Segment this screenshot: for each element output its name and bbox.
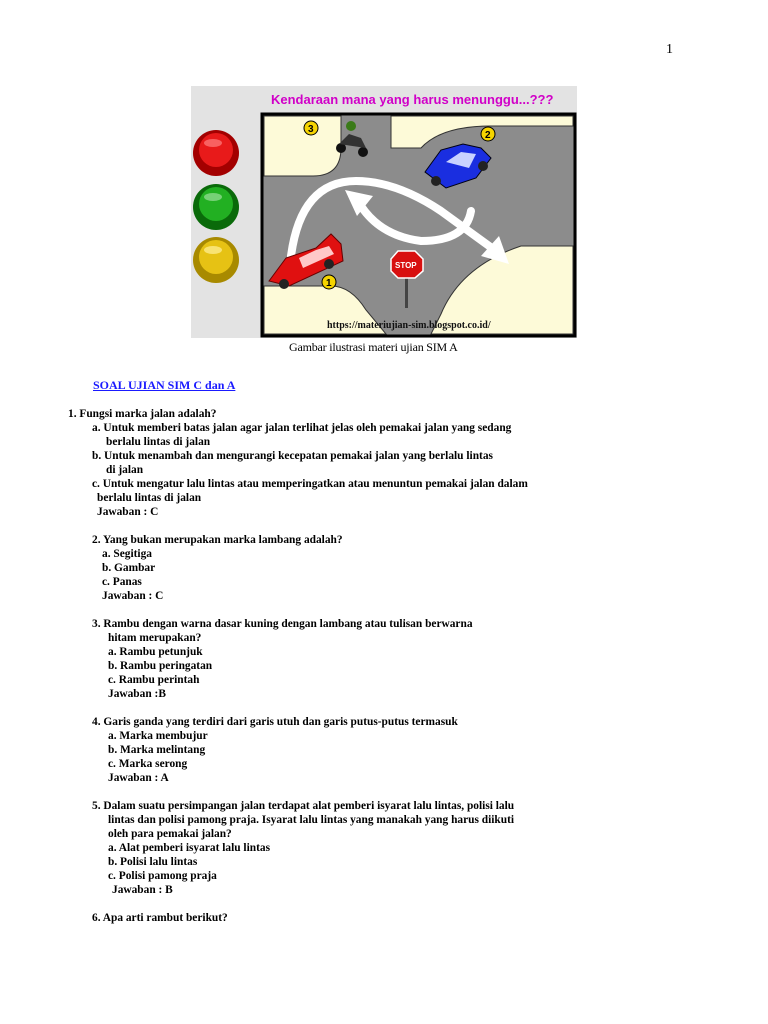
option-line: b. Rambu peringatan [108, 660, 213, 672]
question-3: 3. Rambu dengan warna dasar kuning dengan lambang atau tulisan berwarna [92, 618, 473, 630]
option-line: c. Panas [102, 576, 142, 588]
marker-2: 2 [485, 130, 491, 141]
option-line: b. Polisi lalu lintas [108, 856, 198, 868]
intersection-illustration [191, 86, 577, 338]
answer-line: Jawaban :B [108, 688, 166, 700]
option-line: di jalan [106, 464, 144, 476]
option-line: a. Marka membujur [108, 730, 208, 742]
illustration-figure [191, 86, 577, 338]
option-line: c. Polisi pamong praja [108, 870, 217, 882]
figure-title: Kendaraan mana yang harus menunggu...??? [271, 92, 554, 107]
question-4: 4. Garis ganda yang terdiri dari garis utuh dan garis putus-putus termasuk [92, 716, 458, 728]
answer-line: Jawaban : B [112, 884, 173, 896]
option-line: b. Marka melintang [108, 744, 206, 756]
option-line: b. Untuk menambah dan mengurangi kecepatan pemakai jalan yang berlalu lintas [92, 450, 493, 462]
figure-caption: Gambar ilustrasi materi ujian SIM A [289, 340, 458, 354]
option-line: berlalu lintas di jalan [97, 492, 202, 504]
option-line: berlalu lintas di jalan [106, 436, 211, 448]
question-line: lintas dan polisi pamong praja. Isyarat lalu lintas yang manakah yang harus diikuti [108, 814, 515, 826]
option-line: c. Untuk mengatur lalu lintas atau memperingatkan atau menuntun pemakai jalan dalam [92, 478, 528, 490]
question-line: hitam merupakan? [108, 632, 202, 644]
answer-line: Jawaban : C [102, 590, 164, 602]
question-6: 6. Apa arti rambut berikut? [92, 912, 228, 924]
answer-line: Jawaban : C [97, 506, 159, 518]
option-line: c. Rambu perintah [108, 674, 200, 686]
stop-sign-text: STOP [395, 261, 417, 270]
section-heading[interactable]: SOAL UJIAN SIM C dan A [93, 378, 236, 392]
page-number: 1 [666, 42, 673, 57]
option-line: a. Untuk memberi batas jalan agar jalan terlihat jelas oleh pemakai jalan yang sedang [92, 422, 512, 434]
question-5: 5. Dalam suatu persimpangan jalan terdapat alat pemberi isyarat lalu lintas, polisi lalu [92, 800, 515, 812]
option-line: c. Marka serong [108, 758, 188, 770]
option-line: a. Segitiga [102, 548, 152, 560]
answer-line: Jawaban : A [108, 772, 169, 784]
question-1: 1. Fungsi marka jalan adalah? [68, 408, 217, 420]
marker-3: 3 [308, 124, 314, 135]
option-line: a. Alat pemberi isyarat lalu lintas [108, 842, 270, 854]
option-line: b. Gambar [102, 562, 156, 574]
option-line: a. Rambu petunjuk [108, 646, 203, 658]
marker-1: 1 [326, 278, 332, 289]
figure-url: https://materiujian-sim.blogspot.co.id/ [327, 320, 491, 331]
question-2: 2. Yang bukan merupakan marka lambang adalah? [92, 534, 343, 546]
question-line: oleh para pemakai jalan? [108, 828, 232, 840]
